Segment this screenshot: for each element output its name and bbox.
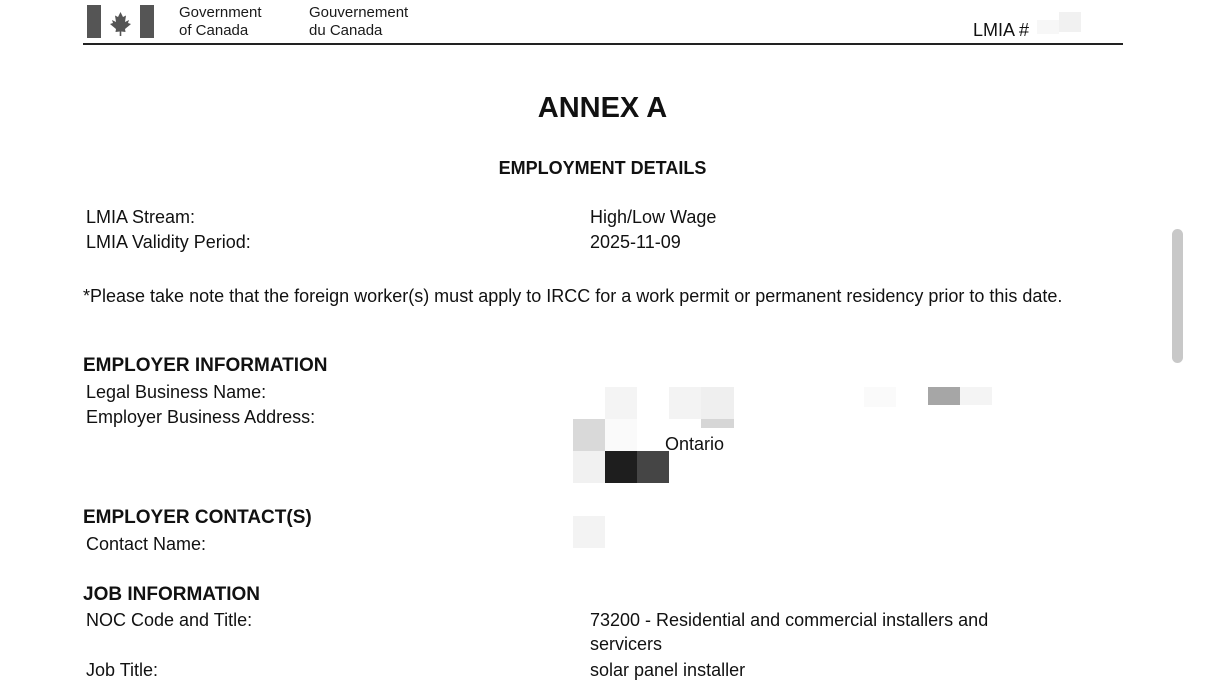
employer-address-label: Employer Business Address: [86, 407, 316, 427]
gov-en-line1: Government [179, 4, 262, 21]
vertical-scrollbar-thumb[interactable] [1172, 229, 1183, 363]
gouvernement-du-canada-wordmark-fr [309, 4, 408, 40]
lmia-stream-value: High/Low Wage [590, 207, 717, 227]
gov-en-line2: of Canada [179, 22, 249, 39]
contact-name-label: Contact Name: [86, 534, 207, 554]
noc-code-value-line2: servicers [590, 634, 663, 654]
gov-fr-line1: Gouvernement [309, 4, 409, 21]
header-divider [83, 43, 1123, 45]
lmia-validity-value: 2025-11-09 [590, 232, 681, 252]
canada-flag-icon [87, 5, 154, 38]
work-permit-note: *Please take note that the foreign worker(s) must apply to IRCC for a work permit or permanent residency prior to this date. [83, 286, 1063, 306]
employment-details-heading: EMPLOYMENT DETAILS [498, 158, 707, 178]
job-title-label: Job Title: [86, 660, 159, 680]
job-information-heading: JOB INFORMATION [83, 584, 260, 605]
noc-code-value-line1: 73200 - Residential and commercial installers and [590, 610, 989, 630]
lmia-stream-label: LMIA Stream: [86, 207, 196, 227]
contact-name-redaction [573, 516, 605, 548]
employer-contacts-heading: EMPLOYER CONTACT(S) [83, 507, 312, 528]
gov-fr-line2: du Canada [309, 22, 383, 39]
lmia-number-label: LMIA # [973, 20, 1030, 40]
lmia-number-redaction [1037, 10, 1127, 38]
lmia-validity-label: LMIA Validity Period: [86, 232, 251, 252]
noc-code-label: NOC Code and Title: [86, 610, 253, 630]
page-title: ANNEX A [537, 92, 668, 124]
employer-address-province: Ontario [665, 434, 725, 454]
legal-business-name-label: Legal Business Name: [86, 382, 267, 402]
government-of-canada-wordmark-en [179, 4, 262, 40]
employer-information-heading: EMPLOYER INFORMATION [83, 355, 328, 376]
job-title-value: solar panel installer [590, 660, 746, 680]
